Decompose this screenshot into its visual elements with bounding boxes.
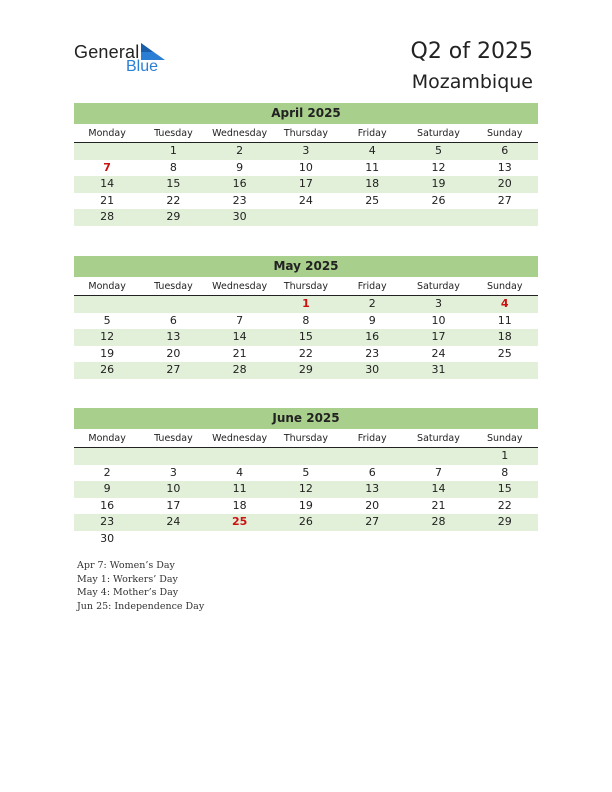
day-cell: 21 bbox=[232, 346, 247, 360]
week-row bbox=[74, 481, 538, 498]
page-header bbox=[411, 38, 534, 95]
week-row bbox=[74, 362, 538, 379]
day-cell: 26 bbox=[431, 193, 446, 207]
day-cell: 27 bbox=[365, 515, 380, 528]
weekday-label: Sunday bbox=[486, 433, 523, 444]
weekday-label: Wednesday bbox=[212, 281, 268, 292]
month-weeks bbox=[74, 448, 538, 547]
day-cell bbox=[273, 448, 339, 465]
weekday-label: Monday bbox=[88, 433, 126, 444]
day-cell: 29 bbox=[166, 210, 181, 223]
day-cell: 29 bbox=[497, 515, 512, 528]
day-cell: 27 bbox=[497, 193, 512, 207]
day-cell bbox=[207, 448, 273, 465]
day-cell: 19 bbox=[100, 346, 115, 360]
day-cell bbox=[472, 531, 538, 548]
day-cell bbox=[74, 296, 140, 313]
month-weeks bbox=[74, 296, 538, 379]
day-cell: 4 bbox=[368, 144, 376, 157]
holiday-day-cell: 7 bbox=[103, 160, 111, 174]
day-cell bbox=[140, 531, 206, 548]
day-cell: 13 bbox=[166, 330, 181, 343]
day-cell bbox=[74, 448, 140, 465]
day-cell: 22 bbox=[166, 193, 181, 207]
holiday-note: May 4: Mother’s Day bbox=[77, 587, 179, 598]
day-cell bbox=[339, 448, 405, 465]
day-cell: 1 bbox=[501, 449, 509, 462]
day-cell: 24 bbox=[431, 346, 446, 360]
day-cell: 30 bbox=[232, 210, 247, 223]
month-calendar-may bbox=[74, 256, 538, 379]
holiday-note: May 1: Workers’ Day bbox=[77, 573, 178, 585]
week-row bbox=[74, 498, 538, 515]
day-cell: 22 bbox=[298, 346, 313, 360]
month-calendar-april bbox=[74, 103, 538, 226]
day-cell bbox=[405, 531, 471, 548]
day-cell bbox=[140, 448, 206, 465]
day-cell bbox=[339, 209, 405, 226]
weekday-label: Saturday bbox=[417, 281, 460, 292]
day-cell: 28 bbox=[232, 363, 247, 376]
day-cell: 8 bbox=[169, 160, 177, 174]
day-cell: 2 bbox=[368, 297, 376, 310]
week-row bbox=[74, 160, 538, 177]
day-cell: 21 bbox=[431, 498, 446, 512]
day-cell: 11 bbox=[497, 313, 512, 327]
weekday-label: Tuesday bbox=[154, 128, 193, 139]
month-title: April 2025 bbox=[74, 103, 538, 124]
weekday-label: Tuesday bbox=[154, 433, 193, 444]
day-cell bbox=[472, 362, 538, 379]
day-cell: 13 bbox=[497, 160, 512, 174]
day-cell: 19 bbox=[298, 498, 313, 512]
day-cell: 22 bbox=[497, 498, 512, 512]
day-cell: 30 bbox=[100, 531, 115, 545]
day-cell: 25 bbox=[365, 193, 380, 207]
day-cell: 30 bbox=[365, 363, 380, 376]
day-cell: 17 bbox=[431, 330, 446, 343]
weekday-label: Sunday bbox=[486, 281, 523, 292]
weekday-label: Sunday bbox=[486, 128, 523, 139]
day-cell bbox=[405, 209, 471, 226]
day-cell: 18 bbox=[497, 330, 512, 343]
day-cell: 24 bbox=[298, 193, 313, 207]
week-row bbox=[74, 346, 538, 363]
day-cell: 5 bbox=[103, 313, 111, 327]
weekday-label: Monday bbox=[88, 128, 126, 139]
weekday-label: Friday bbox=[357, 128, 387, 139]
day-cell: 5 bbox=[434, 144, 442, 157]
day-cell: 12 bbox=[100, 330, 115, 343]
weekday-label: Tuesday bbox=[154, 281, 193, 292]
day-cell: 6 bbox=[368, 465, 376, 479]
day-cell: 27 bbox=[166, 363, 181, 376]
week-row bbox=[74, 209, 538, 226]
day-cell: 11 bbox=[365, 160, 380, 174]
day-cell: 24 bbox=[166, 515, 181, 528]
holiday-note: Apr 7: Women’s Day bbox=[77, 560, 175, 571]
general-blue-logo bbox=[74, 42, 174, 78]
month-title: June 2025 bbox=[74, 408, 538, 429]
day-cell: 20 bbox=[166, 346, 181, 360]
day-cell: 25 bbox=[497, 346, 512, 360]
weekday-label: Saturday bbox=[417, 433, 460, 444]
page-title: Q2 of 2025 bbox=[410, 39, 533, 64]
day-cell bbox=[207, 296, 273, 313]
week-row bbox=[74, 296, 538, 313]
day-cell: 26 bbox=[100, 363, 115, 376]
day-cell bbox=[207, 531, 273, 548]
week-row bbox=[74, 465, 538, 482]
day-cell: 7 bbox=[236, 313, 244, 327]
day-cell: 10 bbox=[298, 160, 313, 174]
day-cell: 21 bbox=[100, 193, 115, 207]
holiday-day-cell: 4 bbox=[500, 297, 509, 310]
weekday-label: Monday bbox=[88, 281, 126, 292]
day-cell: 23 bbox=[100, 515, 115, 528]
day-cell: 6 bbox=[169, 313, 177, 327]
day-cell: 10 bbox=[431, 313, 446, 327]
weekday-label: Friday bbox=[357, 433, 387, 444]
day-cell: 2 bbox=[236, 144, 244, 157]
weekday-label: Thursday bbox=[283, 281, 329, 292]
day-cell: 7 bbox=[434, 465, 442, 479]
day-cell: 23 bbox=[365, 346, 380, 360]
day-cell: 29 bbox=[298, 363, 313, 376]
day-cell: 16 bbox=[365, 330, 380, 343]
country-name: Mozambique bbox=[411, 71, 533, 93]
day-cell: 3 bbox=[434, 297, 442, 310]
day-cell: 20 bbox=[365, 498, 380, 512]
day-cell: 15 bbox=[497, 482, 512, 495]
week-row bbox=[74, 176, 538, 193]
day-cell: 9 bbox=[236, 160, 244, 174]
weekday-label: Wednesday bbox=[212, 433, 268, 444]
day-cell: 20 bbox=[497, 177, 512, 190]
day-cell: 4 bbox=[236, 465, 244, 479]
day-cell: 28 bbox=[431, 515, 446, 528]
day-cell: 28 bbox=[100, 210, 115, 223]
day-cell: 14 bbox=[232, 330, 247, 343]
week-row bbox=[74, 329, 538, 346]
weekday-header-row bbox=[74, 277, 538, 296]
weekday-label: Wednesday bbox=[212, 128, 268, 139]
day-cell: 9 bbox=[368, 313, 376, 327]
day-cell: 23 bbox=[232, 193, 247, 207]
day-cell bbox=[273, 209, 339, 226]
holiday-day-cell: 1 bbox=[302, 297, 310, 310]
week-row bbox=[74, 313, 538, 330]
day-cell: 8 bbox=[501, 465, 509, 479]
day-cell: 16 bbox=[100, 498, 115, 512]
weekday-header-row bbox=[74, 429, 538, 448]
day-cell: 17 bbox=[298, 177, 313, 190]
logo-word-general: General bbox=[74, 42, 140, 62]
day-cell bbox=[472, 209, 538, 226]
day-cell: 8 bbox=[302, 313, 310, 327]
day-cell: 6 bbox=[501, 144, 509, 157]
holiday-day-cell: 25 bbox=[232, 515, 248, 528]
day-cell: 26 bbox=[298, 515, 313, 528]
week-row bbox=[74, 514, 538, 531]
month-calendar-june bbox=[74, 408, 538, 547]
day-cell: 12 bbox=[298, 482, 313, 495]
day-cell: 14 bbox=[100, 177, 115, 190]
day-cell: 9 bbox=[103, 482, 111, 495]
day-cell bbox=[405, 448, 471, 465]
day-cell: 3 bbox=[169, 465, 177, 479]
day-cell bbox=[74, 143, 140, 160]
logo-word-blue: Blue bbox=[126, 58, 159, 75]
day-cell: 2 bbox=[103, 465, 111, 479]
day-cell bbox=[273, 531, 339, 548]
holiday-notes bbox=[77, 559, 204, 613]
day-cell: 1 bbox=[169, 144, 177, 157]
holiday-note: Jun 25: Independence Day bbox=[77, 600, 205, 612]
day-cell: 16 bbox=[232, 177, 247, 190]
weekday-label: Saturday bbox=[417, 128, 460, 139]
day-cell bbox=[140, 296, 206, 313]
day-cell: 18 bbox=[365, 177, 380, 190]
day-cell: 13 bbox=[365, 482, 380, 495]
week-row bbox=[74, 448, 538, 465]
week-row bbox=[74, 143, 538, 160]
day-cell: 3 bbox=[302, 144, 310, 157]
month-weeks bbox=[74, 143, 538, 226]
day-cell: 5 bbox=[302, 465, 310, 479]
weekday-label: Thursday bbox=[283, 128, 329, 139]
day-cell: 14 bbox=[431, 482, 446, 495]
week-row bbox=[74, 193, 538, 210]
weekday-label: Thursday bbox=[283, 433, 329, 444]
weekday-label: Friday bbox=[357, 281, 387, 292]
week-row bbox=[74, 531, 538, 548]
day-cell: 19 bbox=[431, 177, 446, 190]
day-cell: 18 bbox=[232, 498, 247, 512]
day-cell: 12 bbox=[431, 160, 446, 174]
day-cell: 31 bbox=[431, 363, 446, 376]
weekday-header-row bbox=[74, 124, 538, 143]
day-cell: 17 bbox=[166, 498, 181, 512]
day-cell bbox=[339, 531, 405, 548]
day-cell: 11 bbox=[232, 482, 247, 495]
month-title: May 2025 bbox=[74, 256, 538, 277]
day-cell: 10 bbox=[166, 482, 181, 495]
day-cell: 15 bbox=[166, 177, 181, 190]
day-cell: 15 bbox=[298, 330, 313, 343]
